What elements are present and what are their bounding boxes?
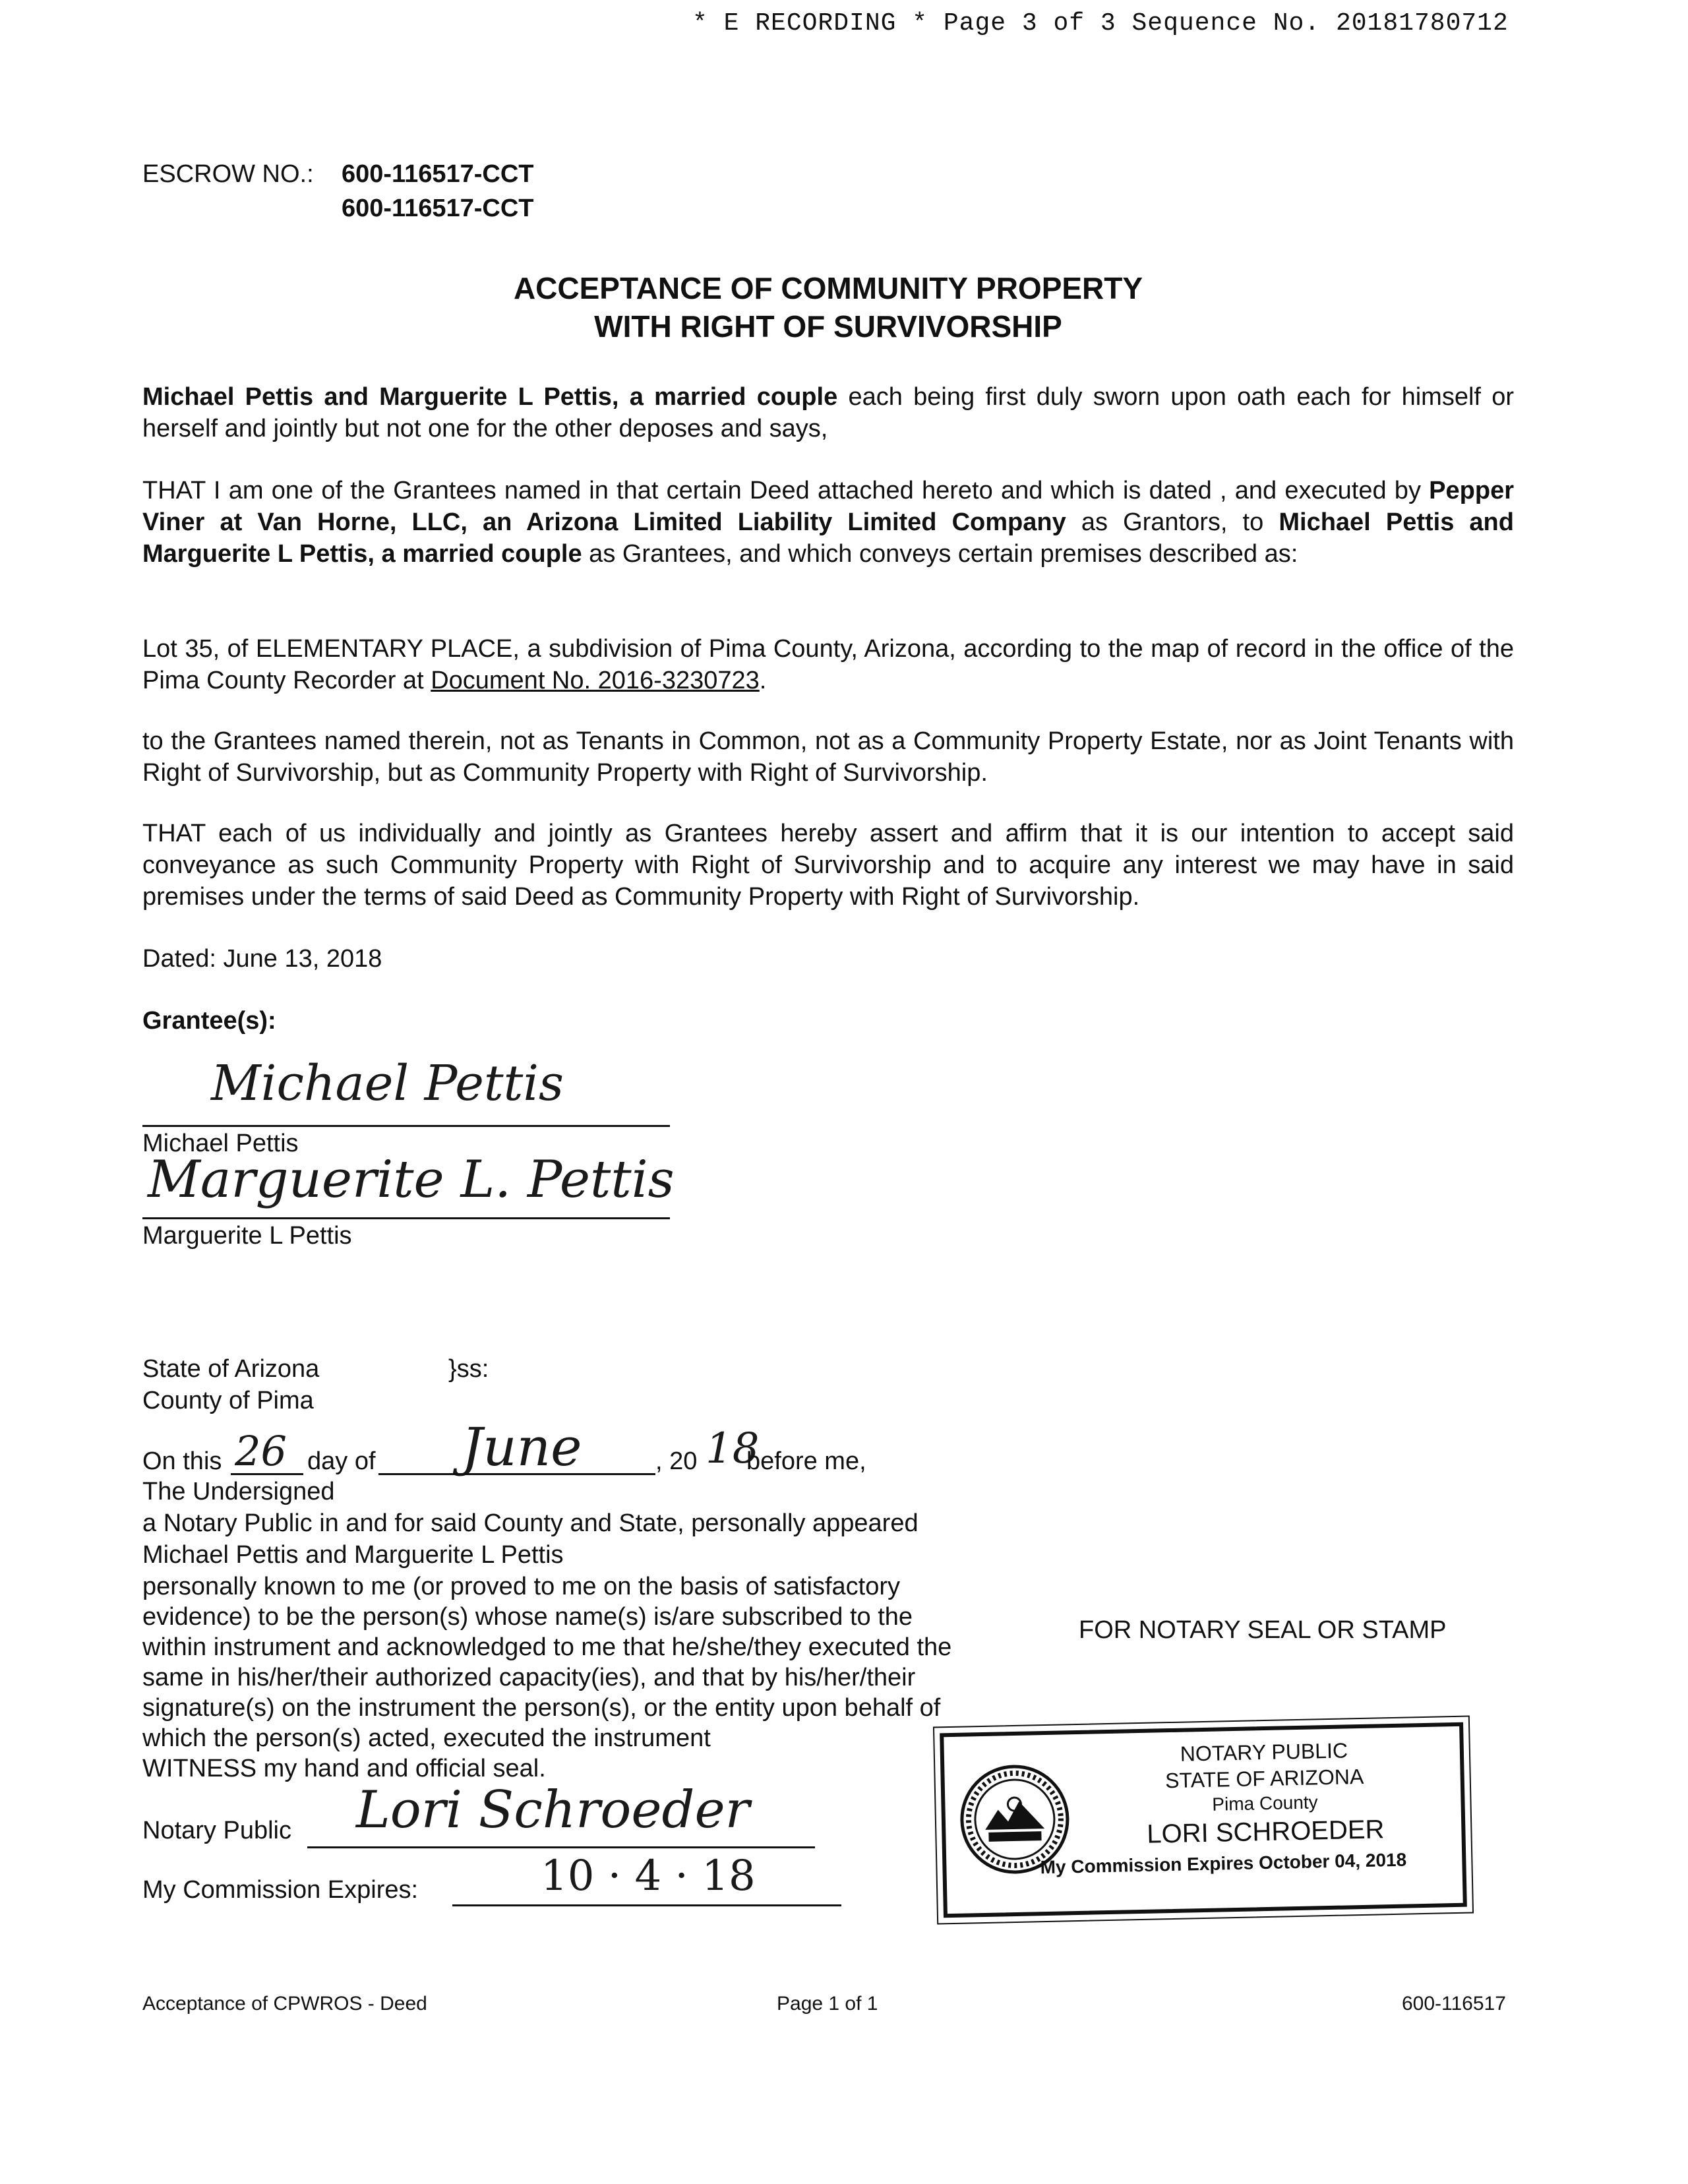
day-value: 26 <box>235 1427 287 1475</box>
notary-line: signature(s) on the instrument the person(s), or the entity upon behalf of <box>142 1694 941 1722</box>
notary-line: Michael Pettis and Marguerite L Pettis <box>142 1541 564 1569</box>
deed-intro: THAT I am one of the Grantees named in that certain Deed attached hereto and which is dated , and executed by <box>142 477 1430 504</box>
parties-oath: each being first duly sworn upon oath each for himself or herself and jointly but not one for the other deposes and says, <box>142 383 1514 442</box>
notary-line: which the person(s) acted, executed the instrument <box>142 1724 711 1752</box>
notary-line: within instrument and acknowledged to me that he/she/they executed the <box>142 1633 952 1661</box>
signature-marguerite: Marguerite L. Pettis <box>148 1150 675 1209</box>
signature-line-1 <box>142 1125 670 1127</box>
legal-description <box>142 633 1514 696</box>
footer-escrow-number: 600-116517 <box>1402 1993 1506 2015</box>
notary-line: evidence) to be the person(s) whose name(s) is/are subscribed to the <box>142 1603 913 1631</box>
signer-name-2: Marguerite L Pettis <box>142 1222 352 1250</box>
stamp-state: STATE OF ARIZONA <box>1164 1764 1364 1793</box>
signature-michael: Michael Pettis <box>211 1055 564 1112</box>
seal-label: FOR NOTARY SEAL OR STAMP <box>1079 1616 1447 1644</box>
grantor-name: Pepper Viner at Van Horne, LLC, an Arizona Limited Liability Limited Company <box>142 477 1514 536</box>
notary-public-label: Notary Public <box>142 1817 291 1844</box>
month-underline <box>378 1473 655 1475</box>
stamp-county: Pima County <box>1212 1792 1318 1815</box>
notary-line: a Notary Public in and for said County and State, personally appeared <box>142 1509 919 1537</box>
commission-value: 10 · 4 · 18 <box>541 1852 756 1900</box>
stamp-commission: My Commission Expires October 04, 2018 <box>1040 1849 1407 1878</box>
legal-text: Lot 35, of ELEMENTARY PLACE, a subdivision of Pima County, Arizona, according to the map of record in the office of the Pima County Recorder at <box>142 635 1514 694</box>
stamp-notary-name: LORI SCHROEDER <box>1146 1815 1385 1849</box>
month-value: June <box>462 1416 582 1478</box>
notary-signature-line <box>307 1846 815 1848</box>
footer-document-name: Acceptance of CPWROS - Deed <box>142 1993 427 2015</box>
day-underline <box>231 1473 303 1475</box>
document-reference: Document No. 2016-3230723 <box>431 667 760 694</box>
paragraph-tenancy: to the Grantees named therein, not as Tenants in Common, not as a Community Property Estate, nor as Joint Tenants with Right of Survivorship, but as Community Property with Right of Survivorship. <box>142 727 1514 787</box>
year-value: 18 <box>706 1424 760 1473</box>
signature-line-2 <box>142 1217 670 1219</box>
notary-stamp <box>940 1722 1467 1918</box>
commission-label: My Commission Expires: <box>142 1876 419 1904</box>
deed-mid: as Grantors, to <box>1066 508 1279 536</box>
parties-names: Michael Pettis and Marguerite L Pettis, a married couple <box>142 383 838 411</box>
recording-header: * E RECORDING * Page 3 of 3 Sequence No. 20181780712 <box>692 9 1509 38</box>
grantees-label: Grantee(s): <box>142 1007 276 1035</box>
before-me-label: before me, <box>746 1447 866 1475</box>
paragraph-parties <box>142 381 1514 444</box>
commission-line <box>452 1904 841 1906</box>
stamp-notary-public: NOTARY PUBLIC <box>1180 1738 1348 1766</box>
venue-state: State of Arizona <box>142 1355 320 1383</box>
notary-line: same in his/her/their authorized capacity(ies), and that by his/her/their <box>142 1664 916 1691</box>
title-line-1: ACCEPTANCE OF COMMUNITY PROPERTY <box>513 271 1143 305</box>
escrow-number-1: 600-116517-CCT <box>342 160 534 188</box>
footer-page-number: Page 1 of 1 <box>777 1993 878 2015</box>
notary-line: WITNESS my hand and official seal. <box>142 1755 546 1782</box>
notary-signature: Lori Schroeder <box>356 1780 750 1840</box>
venue-county: County of Pima <box>142 1387 314 1414</box>
on-this-label: On this <box>142 1447 222 1475</box>
notary-line: personally known to me (or proved to me on the basis of satisfactory <box>142 1573 900 1600</box>
signer-name-1: Michael Pettis <box>142 1130 299 1157</box>
notary-line: The Undersigned <box>142 1478 335 1505</box>
document-title <box>142 269 1514 346</box>
escrow-number-2: 600-116517-CCT <box>342 195 534 222</box>
deed-end: as Grantees, and which conveys certain premises described as: <box>582 540 1298 568</box>
paragraph-deed <box>142 475 1514 570</box>
grantee-names: Michael Pettis and Marguerite L Pettis, a married couple <box>142 508 1514 568</box>
paragraph-affirmation: THAT each of us individually and jointly as Grantees hereby assert and affirm that it is our intention to accept said conveyance as such Community Property with Right of Survivorship and to acquire any interest we may have in said premises under the terms of said Deed as Community Property with Right of Survivorship. <box>142 820 1514 911</box>
escrow-label: ESCROW NO.: <box>142 160 314 188</box>
day-of-label: day of <box>307 1447 376 1475</box>
year-prefix: , 20 <box>655 1447 698 1475</box>
dated-line: Dated: June 13, 2018 <box>142 945 382 973</box>
title-line-2: WITH RIGHT OF SURVIVORSHIP <box>594 309 1062 344</box>
legal-end: . <box>759 667 767 694</box>
venue-ss: }ss: <box>448 1355 489 1383</box>
